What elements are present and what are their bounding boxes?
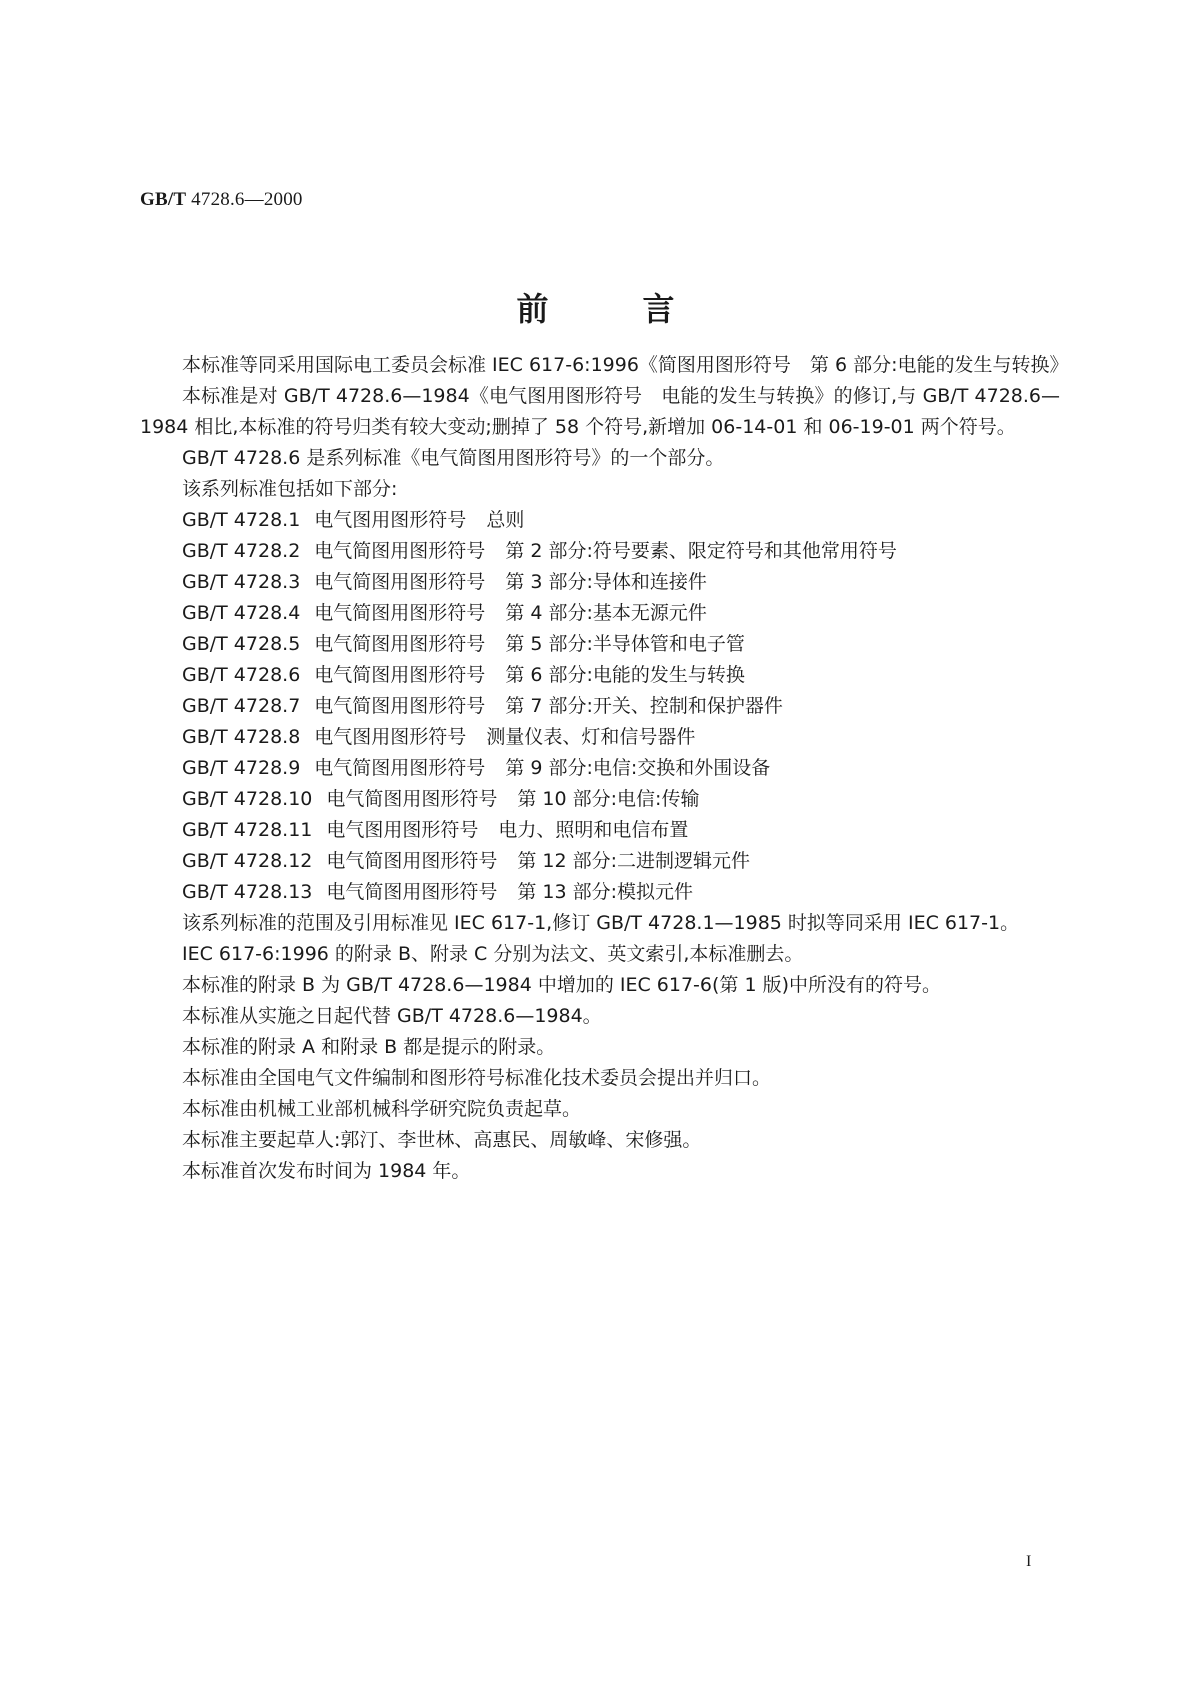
page-title: 前言 [516, 290, 769, 328]
series-item [140, 505, 1060, 536]
series-code: GB/T 4728.9 [182, 757, 301, 779]
series-item [140, 536, 1060, 567]
series-item [140, 629, 1060, 660]
series-code: GB/T 4728.13 [182, 881, 313, 903]
series-list [140, 505, 1060, 908]
series-part: 第 9 部分:电信:交换和外围设备 [505, 757, 771, 779]
standard-code: 4728.6—2000 [191, 189, 303, 210]
series-code: GB/T 4728.10 [182, 788, 313, 810]
series-part: 第 13 部分:模拟元件 [517, 881, 694, 903]
series-item [140, 660, 1060, 691]
standard-prefix: GB/T [140, 189, 187, 210]
series-title: 电气简图用图形符号 [314, 602, 486, 624]
note-first-published: 本标准首次发布时间为 1984 年。 [182, 1160, 471, 1182]
series-intro: 该系列标准包括如下部分: [182, 478, 398, 500]
note-annex-removed: IEC 617-6:1996 的附录 B、附录 C 分别为法文、英文索引,本标准删去。 [182, 943, 804, 965]
note-drafters: 本标准主要起草人:郭汀、李世林、高惠民、周敏峰、宋修强。 [182, 1129, 702, 1151]
series-code: GB/T 4728.12 [182, 850, 313, 872]
series-title: 电气简图用图形符号 [326, 788, 498, 810]
series-code: GB/T 4728.5 [182, 633, 301, 655]
series-part: 第 12 部分:二进制逻辑元件 [517, 850, 751, 872]
series-title: 电气简图用图形符号 [314, 757, 486, 779]
paragraph-series-part: GB/T 4728.6 是系列标准《电气简图用图形符号》的一个部分。 [182, 447, 725, 469]
note-drafted-by: 本标准由机械工业部机械科学研究院负责起草。 [182, 1098, 582, 1120]
series-item [140, 784, 1060, 815]
note-replaces: 本标准从实施之日起代替 GB/T 4728.6—1984。 [182, 1005, 602, 1027]
series-title: 电气图用图形符号 [326, 819, 479, 841]
page-number: I [1026, 1553, 1032, 1570]
series-item [140, 753, 1060, 784]
series-part: 第 3 部分:导体和连接件 [505, 571, 707, 593]
series-part: 第 5 部分:半导体管和电子管 [505, 633, 745, 655]
series-code: GB/T 4728.1 [182, 509, 301, 531]
series-part: 第 2 部分:符号要素、限定符号和其他常用符号 [505, 540, 897, 562]
series-code: GB/T 4728.3 [182, 571, 301, 593]
paragraph-revision: 本标准是对 GB/T 4728.6—1984《电气图用图形符号 电能的发生与转换》的修订,与 GB/T 4728.6—1984 相比,本标准的符号归类有较大变动;删掉了 58 个符号,新增加 06-14-01 和 06-19-01 两个符号。 [140, 385, 1060, 438]
series-part: 第 7 部分:开关、控制和保护器件 [505, 695, 783, 717]
note-informative-annexes: 本标准的附录 A 和附录 B 都是提示的附录。 [182, 1036, 556, 1058]
series-code: GB/T 4728.2 [182, 540, 301, 562]
series-item [140, 846, 1060, 877]
series-code: GB/T 4728.7 [182, 695, 301, 717]
document-body [140, 350, 1069, 1187]
series-code: GB/T 4728.8 [182, 726, 301, 748]
series-title: 电气简图用图形符号 [314, 571, 486, 593]
series-code: GB/T 4728.11 [182, 819, 313, 841]
note-proposed-by: 本标准由全国电气文件编制和图形符号标准化技术委员会提出并归口。 [182, 1067, 772, 1089]
series-title: 电气简图用图形符号 [326, 881, 498, 903]
series-item [140, 567, 1060, 598]
series-title: 电气简图用图形符号 [314, 664, 486, 686]
series-part: 总则 [486, 509, 525, 531]
note-annex-b: 本标准的附录 B 为 GB/T 4728.6—1984 中增加的 IEC 617-6(第 1 版)中所没有的符号。 [182, 974, 941, 996]
series-code: GB/T 4728.6 [182, 664, 301, 686]
series-part: 第 6 部分:电能的发生与转换 [505, 664, 745, 686]
series-item [140, 815, 1060, 846]
series-title: 电气图用图形符号 [314, 509, 467, 531]
standard-number [140, 189, 303, 211]
series-item [140, 877, 1060, 908]
paragraph-adoption: 本标准等同采用国际电工委员会标准 IEC 617-6:1996《简图用图形符号 第 6 部分:电能的发生与转换》 [182, 354, 1069, 376]
series-title: 电气图用图形符号 [314, 726, 467, 748]
series-part: 测量仪表、灯和信号器件 [486, 726, 696, 748]
series-code: GB/T 4728.4 [182, 602, 301, 624]
series-item [140, 722, 1060, 753]
series-item [140, 598, 1060, 629]
series-title: 电气简图用图形符号 [314, 540, 486, 562]
series-part: 第 4 部分:基本无源元件 [505, 602, 707, 624]
series-part: 电力、照明和电信布置 [498, 819, 689, 841]
series-item [140, 691, 1060, 722]
series-title: 电气简图用图形符号 [326, 850, 498, 872]
series-title: 电气简图用图形符号 [314, 633, 486, 655]
note-scope: 该系列标准的范围及引用标准见 IEC 617-1,修订 GB/T 4728.1—1985 时拟等同采用 IEC 617-1。 [182, 912, 1020, 934]
series-title: 电气简图用图形符号 [314, 695, 486, 717]
series-part: 第 10 部分:电信:传输 [517, 788, 700, 810]
